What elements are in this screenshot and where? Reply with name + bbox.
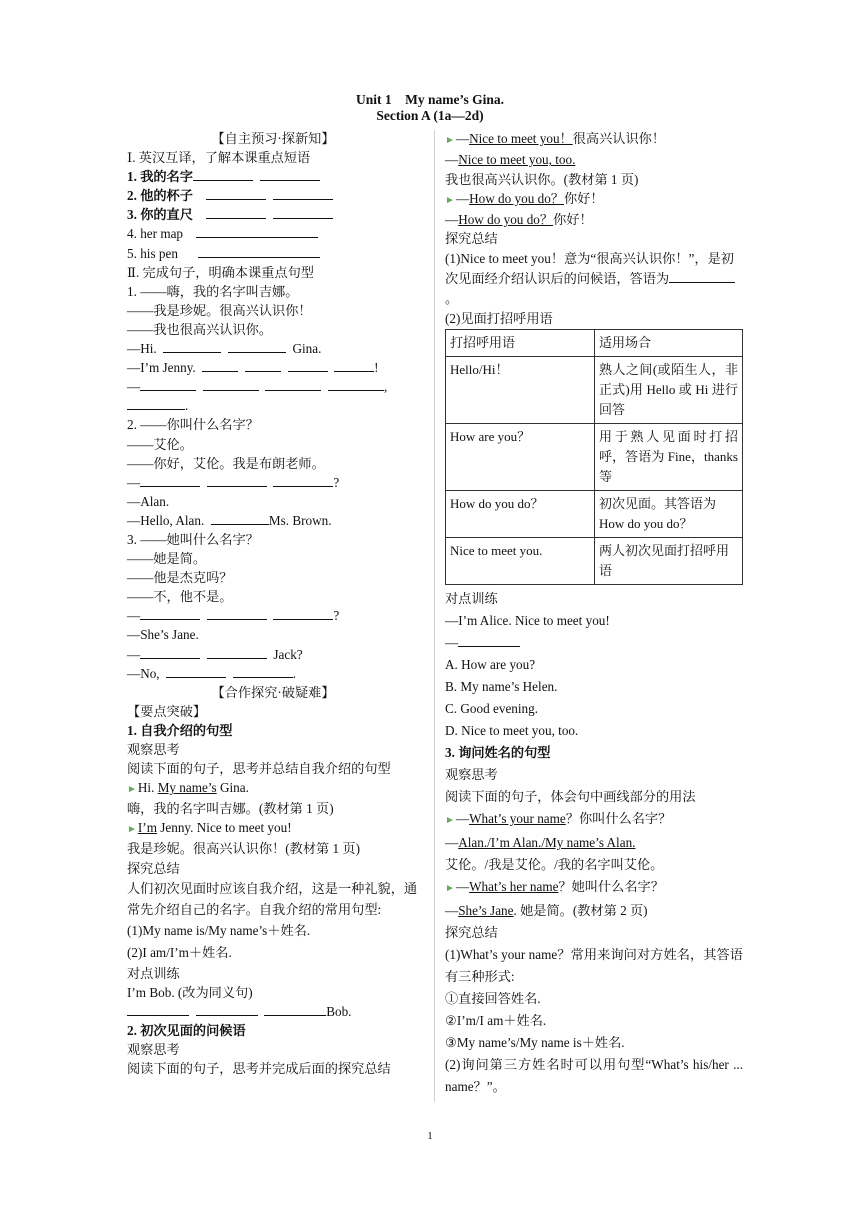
example-3c: ►—What’s her name？她叫什么名字？ [445, 879, 664, 895]
table-header-row [446, 330, 743, 357]
point2-summary-1: (1)Nice to meet you！意为“很高兴认识你！”，是初次见面经介绍认识后的问候语，答语为。 [445, 250, 734, 306]
table-header: 适用场合 [595, 330, 743, 357]
summary-label: 探究总结 [127, 860, 180, 876]
q3-en-3: — Jack? [127, 646, 303, 662]
table-row [446, 357, 743, 424]
example-3a: ►—What’s your name？你叫什么名字？ [445, 811, 672, 827]
answer-blank[interactable] [140, 645, 200, 659]
q2-en-2: —Alan. [127, 493, 170, 509]
q2-cn-1: 2. ——你叫什么名字？ [127, 417, 259, 433]
point1-practice: I’m Bob. (改为同义句) [127, 984, 253, 1000]
point1-pattern-1: (1)My name is/My name’s＋姓名. [127, 922, 311, 938]
q2-cn-3: ——你好，艾伦。我是布朗老师。 [127, 455, 325, 471]
point2-instruction: 阅读下面的句子，思考并完成后面的探究总结 [127, 1061, 391, 1077]
table-row [446, 424, 743, 491]
page-number: 1 [427, 1130, 433, 1142]
point2-practice-q: —I’m Alice. Nice to meet you! [445, 613, 610, 629]
point1-title: 1. 自我介绍的句型 [127, 722, 233, 738]
arrow-icon: ► [445, 194, 455, 206]
answer-blank[interactable] [207, 645, 267, 659]
part1-title: Ⅰ. 英汉互译，了解本课重点短语 [127, 150, 311, 166]
summary-label-r2: 探究总结 [445, 925, 498, 941]
summary-label-r: 探究总结 [445, 231, 498, 247]
table-cell: How are you？ [446, 424, 595, 491]
q1-en-2: —I’m Jenny. ! [127, 360, 379, 376]
answer-blank[interactable] [273, 606, 333, 620]
observe-label: 观察思考 [127, 742, 180, 757]
q3-cn-2: ——她是简。 [127, 551, 207, 567]
option-d[interactable]: D. Nice to meet you, too. [445, 723, 579, 739]
practice-label-r: 对点训练 [445, 591, 498, 607]
example-2d: —How do you do？你好！ [445, 212, 593, 228]
column-divider [434, 130, 435, 1102]
q2-en-1: — ? [127, 474, 340, 490]
answer-blank[interactable] [193, 167, 253, 181]
q1-cn-2: ——我是珍妮。很高兴认识你！ [127, 302, 312, 318]
q1-cn-3: ——我也很高兴认识你。 [127, 321, 273, 337]
answer-blank[interactable] [207, 473, 267, 487]
phrase-item-1: 1. 我的名字 [127, 167, 419, 186]
point2-practice-a: — [445, 632, 743, 654]
q3-cn-3: ——他是杰克吗？ [127, 570, 233, 586]
answer-blank[interactable] [127, 1002, 189, 1016]
answer-blank[interactable] [203, 377, 259, 391]
answer-blank[interactable] [233, 664, 293, 678]
answer-blank[interactable] [273, 186, 333, 200]
point3-title: 3. 询问姓名的句型 [445, 745, 551, 761]
arrow-icon: ► [127, 784, 137, 796]
observe-label-r: 观察思考 [445, 767, 498, 783]
table-row [446, 491, 743, 538]
answer-blank[interactable] [198, 244, 320, 258]
q3-cn-1: 3. ——她叫什么名字？ [127, 531, 259, 547]
q1-en-1: —Hi. Gina. [127, 341, 322, 357]
table-cell: How do you do？ [446, 491, 595, 538]
point3-form-1: ①直接回答姓名. [445, 991, 541, 1007]
table-cell: 用于熟人见面时打招呼，答语为 Fine，thanks 等 [595, 424, 743, 491]
example-1a: ►Hi. My name’s Gina. [127, 780, 249, 796]
point1-practice-answer: Bob. [127, 1002, 419, 1021]
answer-blank[interactable] [140, 473, 200, 487]
answer-blank[interactable] [211, 511, 269, 525]
greetings-table [445, 329, 743, 585]
point3-summary-1: (1)What’s your name？常用来询问对方姓名，其答语有三种形式: [445, 947, 743, 985]
answer-blank[interactable] [206, 205, 266, 219]
table-cell: 两人初次见面打招呼用语 [595, 538, 743, 585]
phrase-item-3: 3. 你的直尺 [127, 205, 419, 224]
example-2b: —Nice to meet you, too. [445, 152, 576, 168]
arrow-icon: ► [445, 135, 455, 146]
example-2a: ►—Nice to meet you！很高兴认识你！ [445, 131, 666, 146]
q2-en-3: —Hello, Alan. Ms. Brown. [127, 512, 332, 528]
answer-blank[interactable] [458, 633, 520, 647]
key-points-heading: 【要点突破】 [127, 703, 207, 719]
point3-form-3: ③My name’s/My name is＋姓名. [445, 1035, 625, 1051]
arrow-icon: ► [445, 815, 455, 827]
point3-instruction: 阅读下面的句子，体会句中画线部分的用法 [445, 789, 696, 805]
answer-blank[interactable] [127, 396, 185, 410]
table-cell: 熟人之间(或陌生人，非正式)用 Hello 或 Hi 进行回答 [595, 357, 743, 424]
example-3b-cn: 艾伦。/我是艾伦。/我的名字叫艾伦。 [445, 857, 664, 873]
answer-blank[interactable] [163, 339, 221, 353]
point1-summary: 人们初次见面时应该自我介绍，这是一种礼貌，通常先介绍自己的名字。自我介绍的常用句型: [127, 880, 418, 917]
example-3d: —She’s Jane. 她是简。(教材第 2 页) [445, 903, 648, 919]
point1-instruction: 阅读下面的句子，思考并总结自我介绍的句型 [127, 761, 391, 777]
answer-blank[interactable] [245, 358, 281, 372]
table-cell: 初次见面。其答语为 How do you do？ [595, 491, 743, 538]
answer-blank[interactable] [328, 377, 384, 391]
answer-blank[interactable] [669, 269, 735, 283]
table-row [446, 538, 743, 585]
point2-title: 2. 初次见面的问候语 [127, 1022, 246, 1038]
section-heading-preview: 【自主预习·探新知】 [211, 131, 335, 146]
q3-cn-4: ——不，他不是。 [127, 589, 233, 605]
phrase-item-2: 2. 他的杯子 [127, 186, 419, 205]
example-1b: ►I’m Jenny. Nice to meet you! [127, 820, 292, 836]
q1-cn-1: 1. ——嗨，我的名字叫吉娜。 [127, 283, 299, 299]
example-1b-cn: 我是珍妮。很高兴认识你！(教材第 1 页) [127, 841, 360, 857]
table-header: 打招呼用语 [446, 330, 595, 357]
section-heading-explore: 【合作探究·破疑难】 [211, 684, 335, 700]
right-column [445, 129, 743, 1098]
answer-blank[interactable] [207, 606, 267, 620]
phrase-item-4: 4. her map [127, 224, 419, 243]
answer-blank[interactable] [166, 664, 226, 678]
answer-blank[interactable] [196, 224, 318, 238]
doc-title: Unit 1 My name’s Gina. [356, 92, 504, 107]
answer-blank[interactable] [288, 358, 328, 372]
answer-blank[interactable] [140, 377, 196, 391]
arrow-icon: ► [127, 824, 137, 836]
arrow-icon: ► [445, 883, 455, 895]
part2-title: Ⅱ. 完成句子，明确本课重点句型 [127, 264, 314, 280]
q2-cn-2: ——艾伦。 [127, 436, 193, 452]
example-2c: ►—How do you do？你好！ [445, 190, 604, 206]
example-3b: —Alan./I’m Alan./My name’s Alan. [445, 835, 636, 851]
answer-blank[interactable] [260, 167, 320, 181]
phrase-item-5: 5. his pen [127, 244, 419, 263]
example-1a-cn: 嗨，我的名字叫吉娜。(教材第 1 页) [127, 801, 334, 817]
left-column [127, 129, 419, 1078]
answer-blank[interactable] [334, 358, 374, 372]
q3-en-4: —No, . [127, 665, 297, 681]
table-cell: Hello/Hi！ [446, 357, 595, 424]
answer-blank[interactable] [140, 606, 200, 620]
q3-en-2: —She’s Jane. [127, 627, 199, 643]
q1-en-3: — , [127, 379, 388, 395]
answer-blank[interactable] [265, 377, 321, 391]
point1-pattern-2: (2)I am/I’m＋姓名. [127, 944, 232, 960]
q3-en-1: — ? [127, 608, 340, 624]
observe-label-2: 观察思考 [127, 1042, 180, 1058]
table-cell: Nice to meet you. [446, 538, 595, 585]
point3-form-2: ②I’m/I am＋姓名. [445, 1013, 547, 1029]
answer-blank[interactable] [264, 1002, 326, 1016]
doc-subtitle: Section A (1a—2d) [376, 108, 484, 123]
option-c[interactable]: C. Good evening. [445, 701, 539, 717]
answer-blank[interactable] [273, 205, 333, 219]
example-2b-cn: 我也很高兴认识你。(教材第 1 页) [445, 171, 639, 187]
answer-blank[interactable] [228, 339, 286, 353]
point3-summary-2: (2)询问第三方姓名时可以用句型“What’s his/her ... name？”。 [445, 1057, 743, 1095]
answer-blank[interactable] [196, 1002, 258, 1016]
answer-blank[interactable] [273, 473, 333, 487]
answer-blank[interactable] [202, 358, 238, 372]
option-a[interactable]: A. How are you? [445, 657, 536, 673]
option-b[interactable]: B. My name’s Helen. [445, 679, 558, 695]
answer-blank[interactable] [206, 186, 266, 200]
point2-summary-2: (2)见面打招呼用语 [445, 310, 553, 326]
practice-label: 对点训练 [127, 965, 180, 981]
q1-en-4: . [127, 396, 419, 415]
